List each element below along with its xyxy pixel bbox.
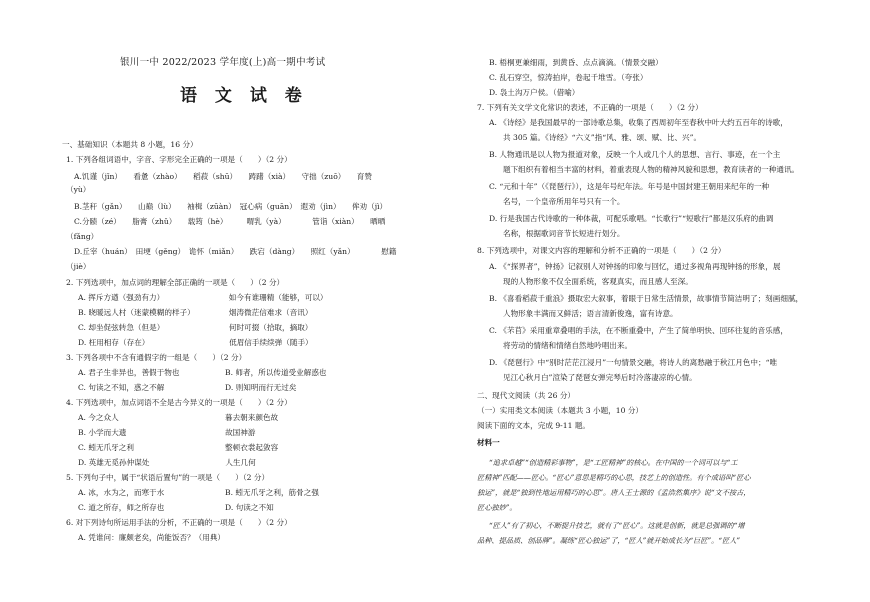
text-line: 二、现代文阅读（共 26 分）	[477, 391, 576, 400]
text-line: D. 《琵琶行》中“别时茫茫江浸月”一句情景交融，将诗人的离愁融于秋江月色中；“唯	[489, 358, 778, 367]
text-line: 将劳动的情绪和情绪自然地吟唱出来。	[503, 341, 633, 350]
text-line: 6. 对下列诗句所运用手法的分析，不正确的一项是（ ）（2 分）	[66, 518, 292, 527]
text-line: C. 道之所存，师之所存也 D. 句读之不知	[78, 503, 274, 512]
text-line: 7. 下列有关文学文化常识的表述，不正确的一项是（ ）（2 分）	[477, 103, 703, 112]
text-line: 见江心秋月白”渲染了琵琶女弹完琴后时冷落凄凉的心情。	[503, 373, 697, 382]
text-line: A. 冰，水为之，而寒于水 B. 蚓无爪牙之利，筋骨之强	[78, 488, 319, 497]
text-line: A.饥谨（jǐn） 看惫（zhào） 稻菽（shū） 踌躇（xià） 守拙（zuō） 育赞	[74, 172, 372, 181]
text-line: 现的人物形象不仅全面系统，客观真实，而且感人至深。	[503, 277, 693, 286]
school-exam-line: 银川一中 2022/2023 学年度(上)高一期中考试	[120, 57, 326, 68]
text-line: D. 英雄无觅孙仲谋处 人生几何	[78, 458, 256, 467]
text-line: A. 凭谁问：廉颇老矣，尚能饭否？（用典）	[78, 533, 225, 542]
text-line: D. 袅土沟万户侯。（借喻）	[489, 88, 580, 97]
text-line: 名号，一个皇帝所用年号只有一个。	[503, 197, 625, 206]
text-line: 人物形象丰满而又鲜活；语言清新俊逸，富有诗意。	[503, 309, 678, 318]
passage-line: 匠心独妙”。	[477, 503, 517, 512]
passage-line: 独运”，就是“独到性地运用精巧的心思”。唐人王士源的《孟浩然集序》说“文不按古，	[477, 488, 751, 497]
text-line: B. 梧桐更兼细雨，到黄昏、点点滴滴。（情景交融）	[489, 58, 663, 67]
text-line: （jiè）	[66, 262, 91, 271]
text-line: A. 《诗经》是我国最早的一部诗歌总集，收集了西周初年至春秋中叶大约五百年的诗歌，	[489, 118, 788, 127]
text-line: C. 《芣苢》采用重章叠唱的手法，在不断重叠中，产生了简单明快、回环往复的音乐感，	[489, 326, 788, 335]
text-line: A. 《“探界者”，钟扬》记叙别人对钟扬的印象与回忆，通过多视角再现钟扬的形象，展	[489, 262, 781, 271]
text-line: 共 305 篇。《诗经》“六义”指“风、雅、颂、赋、比、兴”。	[503, 133, 702, 142]
exam-title: 语 文 试 卷	[180, 86, 308, 106]
text-line: 4. 下列选项中，加点词语不全是古今异义的一项是（ ）（2 分）	[66, 398, 292, 407]
text-line: 1. 下列各组词语中，字音、字形完全正确的一项是（ ）（2 分）	[66, 155, 292, 164]
text-line: B. 小学而大遗 故国神游	[78, 428, 256, 437]
text-line: A. 君子生非异也，善假于物也 B. 师者，所以传道受业解惑也	[78, 368, 327, 377]
text-line: （fǎng）	[66, 232, 99, 241]
text-line: 5. 下列句子中，属于“状语后置句”的一项是（ ）（2 分）	[66, 473, 270, 482]
text-line: A. 今之众人 暮去朝来颜色故	[78, 413, 279, 422]
text-line: C. “元和十年”（《琵琶行》），这是年号纪年法。年号是中国封建王朝用来纪年的一种	[489, 182, 770, 191]
passage-line: “追求卓越”“创造精彩事物”，是“工匠精神”的核心。在中国的一个词可以与“工	[489, 458, 738, 467]
text-line: C. 句读之不知，惑之不解 D. 则知明而行无过矣	[78, 383, 297, 392]
text-line: C.分赜（zé） 脂膏（zhǔ） 载筠（hè） 喟乳（yà） 管诣（xiàn） 晒晒	[74, 217, 386, 226]
material-label: 材料一	[477, 438, 500, 447]
text-line: 3. 下列各项中不含有通假字的一组是（ ）（2 分）	[66, 353, 247, 362]
passage-line: 匠精神”匹配——匠心。“匠心”意思是精巧的心思，技艺上的创造性。有个成语叫“匠心	[477, 473, 751, 482]
text-line: 一、基础知识（本题共 8 小题，16 分）	[62, 140, 198, 149]
text-line: 题下组织有着相当丰富的材料，着重表现人物的精神风貌和思想，教育读者的一种通讯。	[503, 165, 800, 174]
text-line: B. 晓暖远人村（迷蒙模糊的样子） 烟涛微茫信难求（音讯）	[78, 308, 313, 317]
text-line: D. 枉用相存（存在） 低眉信手续续弹（随手）	[78, 338, 313, 347]
text-line: 8. 下列选项中，对课文内容的理解和分析不正确的一项是（ ）（2 分）	[477, 246, 726, 255]
text-line: B. 《喜看稻菽千重浪》摄取宏大叙事，着眼于日常生活情景，故事情节简洁明了；刻画细腻，	[489, 294, 804, 303]
text-line: C. 却坐促弦转急（但是） 何时可掇（拾取，摘取）	[78, 323, 313, 332]
text-line: A. 挥斥方遒（强劲有力） 如今有谁珊精（能够，可以）	[78, 293, 328, 302]
text-line: 名称，根据歌词音节长短进行划分。	[503, 229, 625, 238]
text-line: 2. 下列选项中，加点词的理解全部正确的一项是（ ）（2 分）	[66, 278, 285, 287]
text-line: D. 行是我国古代诗歌的一种体裁，可配乐歌唱。“长歌行”“短歌行”都是汉乐府的曲调	[489, 214, 774, 223]
text-line: （yù）	[66, 185, 91, 194]
text-line: B. 人物通讯是以人物为报道对象，反映一个人或几个人的思想、言行、事迹，在一个主	[489, 150, 781, 159]
text-line: B.茎秆（gǎn） 山巅（lù） 袖楫（zūàn） 冠心病（guān） 遐劝（jìn） 侔劝（jì）	[74, 202, 388, 211]
text-line: C. 蚓无爪牙之利 整顿衣裳起敛容	[78, 443, 279, 452]
passage-line: “匠人”有了初心，不断提升技艺，就有了“匠心”。这就是创新，就是总强调的“增	[489, 521, 745, 530]
text-line: （一）实用类文本阅读（本题共 3 小题，10 分）	[477, 406, 644, 415]
text-line: C. 乱石穿空，惊涛拍岸，卷起千堆雪。（夸张）	[489, 73, 648, 82]
text-line: 阅读下面的文本，完成 9-11 题。	[477, 421, 591, 430]
text-line: D.丘宰（huán） 田埂（gěng） 诡怀（miǎn） 跌宕（dàng） 照红（yǎn） 慰籍	[74, 247, 397, 256]
passage-line: 品种、提品质、创品牌”。凝练“匠心独运”了，“匠人”就开始成长为“巨匠”。“匠人”	[477, 536, 741, 545]
